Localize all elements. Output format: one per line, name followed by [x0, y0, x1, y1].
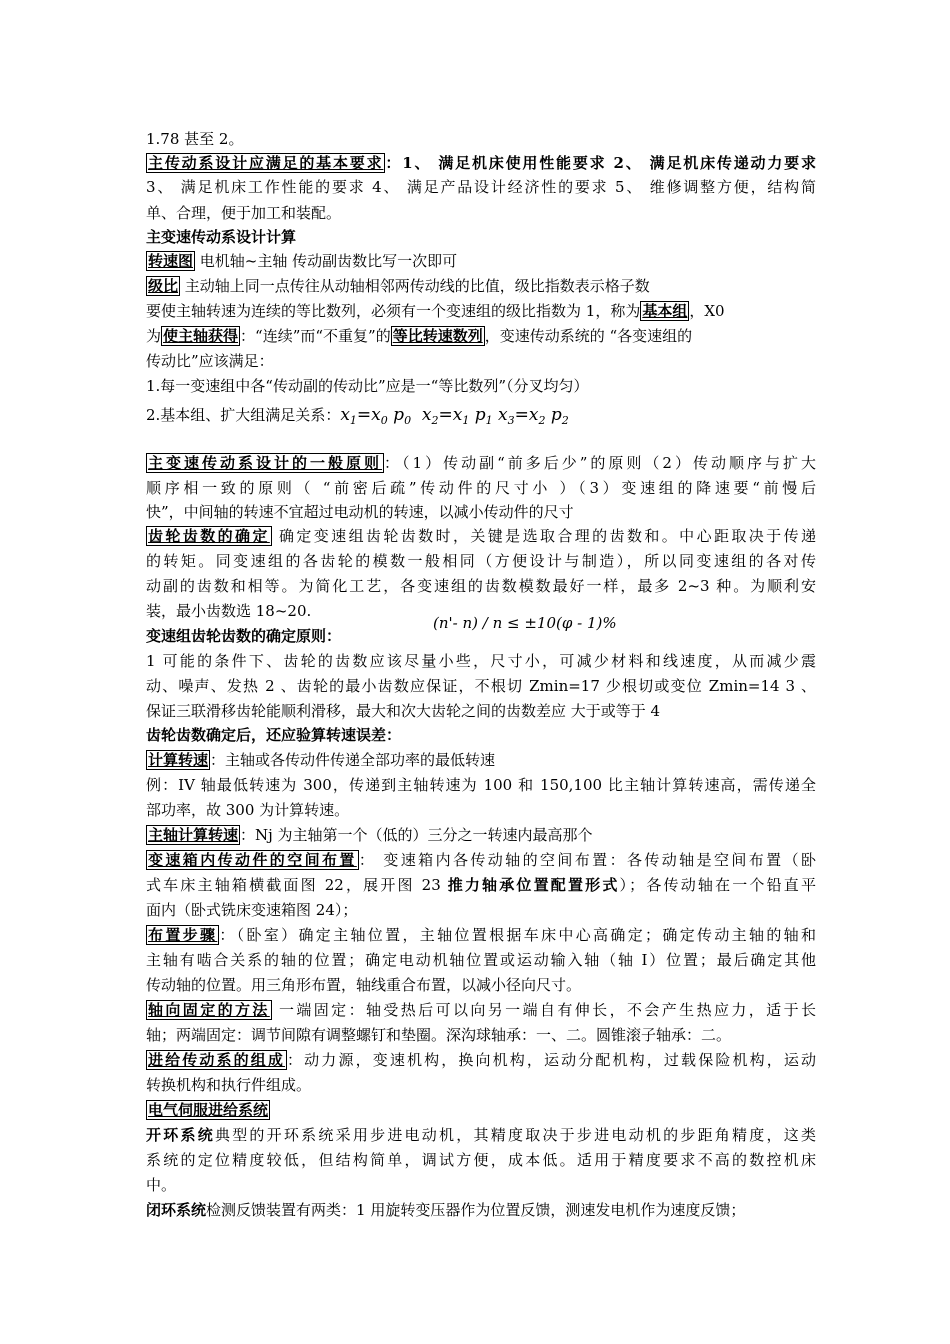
term-label: 转速图: [148, 252, 194, 270]
paragraph-principle: [146, 452, 816, 474]
section-heading: 齿轮齿数确定后，还应验算转速误差：: [146, 726, 402, 744]
text-span: 推力轴承位置配置形式: [447, 876, 620, 894]
paragraph-axial: [146, 999, 816, 1021]
term-label: 进给传动系的组成: [148, 1051, 286, 1069]
text-line: 1.每一变速组中各“传动副的传动比”应是一“等比数列”（分叉均匀）: [146, 377, 589, 395]
paragraph-calc-speed: [146, 749, 816, 771]
term-label: 闭环系统: [146, 1201, 207, 1219]
term-label: 轴向固定的方法: [148, 1001, 270, 1019]
text-line: 例：IV 轴最低转速为 300，传递到主轴转速为 100 和 150,100 比主轴计算转速高，需传递全: [146, 776, 816, 794]
text-span: ：“连续”而“不重复”的: [240, 327, 391, 345]
paragraph-ratio: [146, 275, 816, 297]
paragraph-speed-chart: [146, 250, 816, 272]
text-line: [146, 325, 816, 347]
text-line: 动、噪声、发热 2 、齿轮的最小齿数应保证，不根切 Zmin=17 少根切或变位 Zmin=14 3 、: [146, 677, 816, 695]
text-span: ）；各传动轴在一个铅直平: [619, 876, 816, 894]
term-label: 电气伺服进给系统: [148, 1101, 269, 1119]
paragraph-gear: [146, 525, 816, 547]
text-span: 电机轴~主轴 传动副齿数比写一次即可: [195, 252, 458, 270]
text-span: ，X0: [689, 302, 725, 320]
paragraph-servo: [146, 1099, 816, 1121]
paragraph-feed: [146, 1049, 816, 1071]
section-heading: 变速组齿轮齿数的确定原则：: [146, 627, 342, 645]
term-label: 基本组: [642, 302, 688, 320]
section-heading: 主变速传动系设计计算: [146, 228, 297, 246]
text-line: 中。: [146, 1176, 177, 1194]
paragraph-spindle-calc: [146, 824, 816, 846]
text-span: 确定变速组齿轮齿数时，关键是选取合理的齿数和。中心距取决于传递: [271, 527, 816, 545]
term-label: 布置步骤: [148, 926, 218, 944]
text-line: 3、 满足机床工作性能的要求 4、 满足产品设计经济性的要求 5、 维修调整方便，结构简: [146, 178, 816, 196]
text-span: 为: [146, 327, 162, 345]
text-line: 快”，中间轴的转速不宜超过电动机的转速，以减小传动件的尺寸: [146, 503, 574, 521]
text-span: 式车床主轴箱横截面图 22，展开图 23: [146, 876, 448, 894]
paragraph-closed-loop: [146, 1199, 816, 1221]
text-span: ：（卧室）确定主轴位置，主轴位置根据车床中心高确定；确定传动主轴的轴和: [219, 926, 816, 944]
text-span: ： 变速箱内各传动轴的空间布置：各传动轴是空间布置（卧: [358, 851, 816, 869]
text-line: 装，最小齿数选 18~20.: [146, 602, 312, 620]
term-label: 等比转速数列: [392, 327, 483, 345]
text-span: 主动轴上同一点传往从动轴相邻两传动线的比值，级比指数表示格子数: [180, 277, 650, 295]
text-line: 保证三联滑移齿轮能顺利滑移，最大和次大齿轮之间的齿数差应 大于或等于 4: [146, 702, 661, 720]
text-span: ：主轴或各传动件传递全部功率的最低转速: [210, 751, 496, 769]
paragraph-requirements: [146, 152, 816, 174]
term-label: 齿轮齿数的确定: [148, 527, 270, 545]
text-line: 1 可能的条件下、齿轮的齿数应该尽量小些，尺寸小，可减少材料和线速度，从而减少震: [146, 652, 816, 670]
paragraph-steps: [146, 924, 816, 946]
term-label: 主轴计算转速: [148, 826, 239, 844]
term-label: 计算转速: [148, 751, 209, 769]
text-line: 系统的定位精度较低，但结构简单，调试方便，成本低。适用于精度要求不高的数控机床: [146, 1151, 816, 1169]
formula: $x_1=x_0$ $p_0$ $x_2=x_1$ $p_1$ $x_3=x_2$ $p_2$: [340, 405, 569, 427]
text-line: 主轴有啮合关系的轴的位置；确定电动机轴位置或运动输入轴（轴 I）位置；最后确定其他: [146, 951, 816, 969]
text-line: [146, 874, 816, 896]
term-label: 主传动系设计应满足的基本要求: [148, 154, 384, 172]
text-line: 传动轴的位置。用三角形布置，轴线重合布置，以减小径向尺寸。: [146, 976, 582, 994]
paragraph-open-loop: [146, 1124, 816, 1146]
text-line: [146, 300, 816, 322]
text-line: 顺序相一致的原则（ “前密后疏”传动件的尺寸小 ）（3）变速组的降速要“前慢后: [146, 479, 816, 497]
text-line: 单、合理，便于加工和装配。: [146, 204, 342, 222]
text-span: ：（1）传动副“前多后少”的原则（2）传动顺序与扩大: [384, 454, 816, 472]
text-span: ：Nj 为主轴第一个（低的）三分之一转速内最高那个: [240, 826, 593, 844]
text-line: 转换机构和执行件组成。: [146, 1076, 312, 1094]
text-span: 典型的开环系统采用步进电动机，其精度取决于步进电动机的步距角精度，这类: [214, 1126, 816, 1144]
term-label: 级比: [148, 277, 179, 295]
text-line: 轴；两端固定：调节间隙有调整螺钉和垫圈。深沟球轴承：一、二。圆锥滚子轴承：二。: [146, 1026, 732, 1044]
text-line: 面内（卧式铣床变速箱图 24）；: [146, 901, 358, 919]
text-line: 传动比”应该满足：: [146, 352, 274, 370]
text-span: ：动力源，变速机构，换向机构，运动分配机构，过载保险机构，运动: [287, 1051, 816, 1069]
term-label: 主变速传动系设计的一般原则: [148, 454, 383, 472]
text-span: ：1、 满足机床使用性能要求 2、 满足机床传递动力要求: [385, 154, 816, 172]
text-line: 的转矩。同变速组的各齿轮的模数一般相同（方便设计与制造），所以同变速组的各对传: [146, 552, 816, 570]
term-label: 使主轴获得: [163, 327, 239, 345]
text-line: 1.78 甚至 2。: [146, 130, 244, 148]
text-span: 2.基本组、扩大组满足关系：: [146, 406, 341, 424]
text-span: 检测反馈装置有两类：1 用旋转变压器作为位置反馈，测速发电机作为速度反馈；: [206, 1201, 746, 1219]
term-label: 变速箱内传动件的空间布置: [148, 851, 357, 869]
formula: (n'- n) / n ≤ ±10(φ - 1)%: [433, 614, 617, 632]
text-span: 要使主轴转速为连续的等比数列，必须有一个变速组的级比指数为 1，称为: [146, 302, 641, 320]
text-line: 动副的齿数和相等。为简化工艺，各变速组的齿数模数最好一样，最多 2~3 种。为顺利安: [146, 577, 816, 595]
text-line: 部功率，故 300 为计算转速。: [146, 801, 350, 819]
paragraph-layout: [146, 849, 816, 871]
text-line: [146, 404, 816, 432]
text-span: ，变速传动系统的 “各变速组的: [484, 327, 693, 345]
term-label: 开环系统: [146, 1126, 215, 1144]
text-span: 一端固定：轴受热后可以向另一端自有伸长，不会产生热应力，适于长: [271, 1001, 816, 1019]
